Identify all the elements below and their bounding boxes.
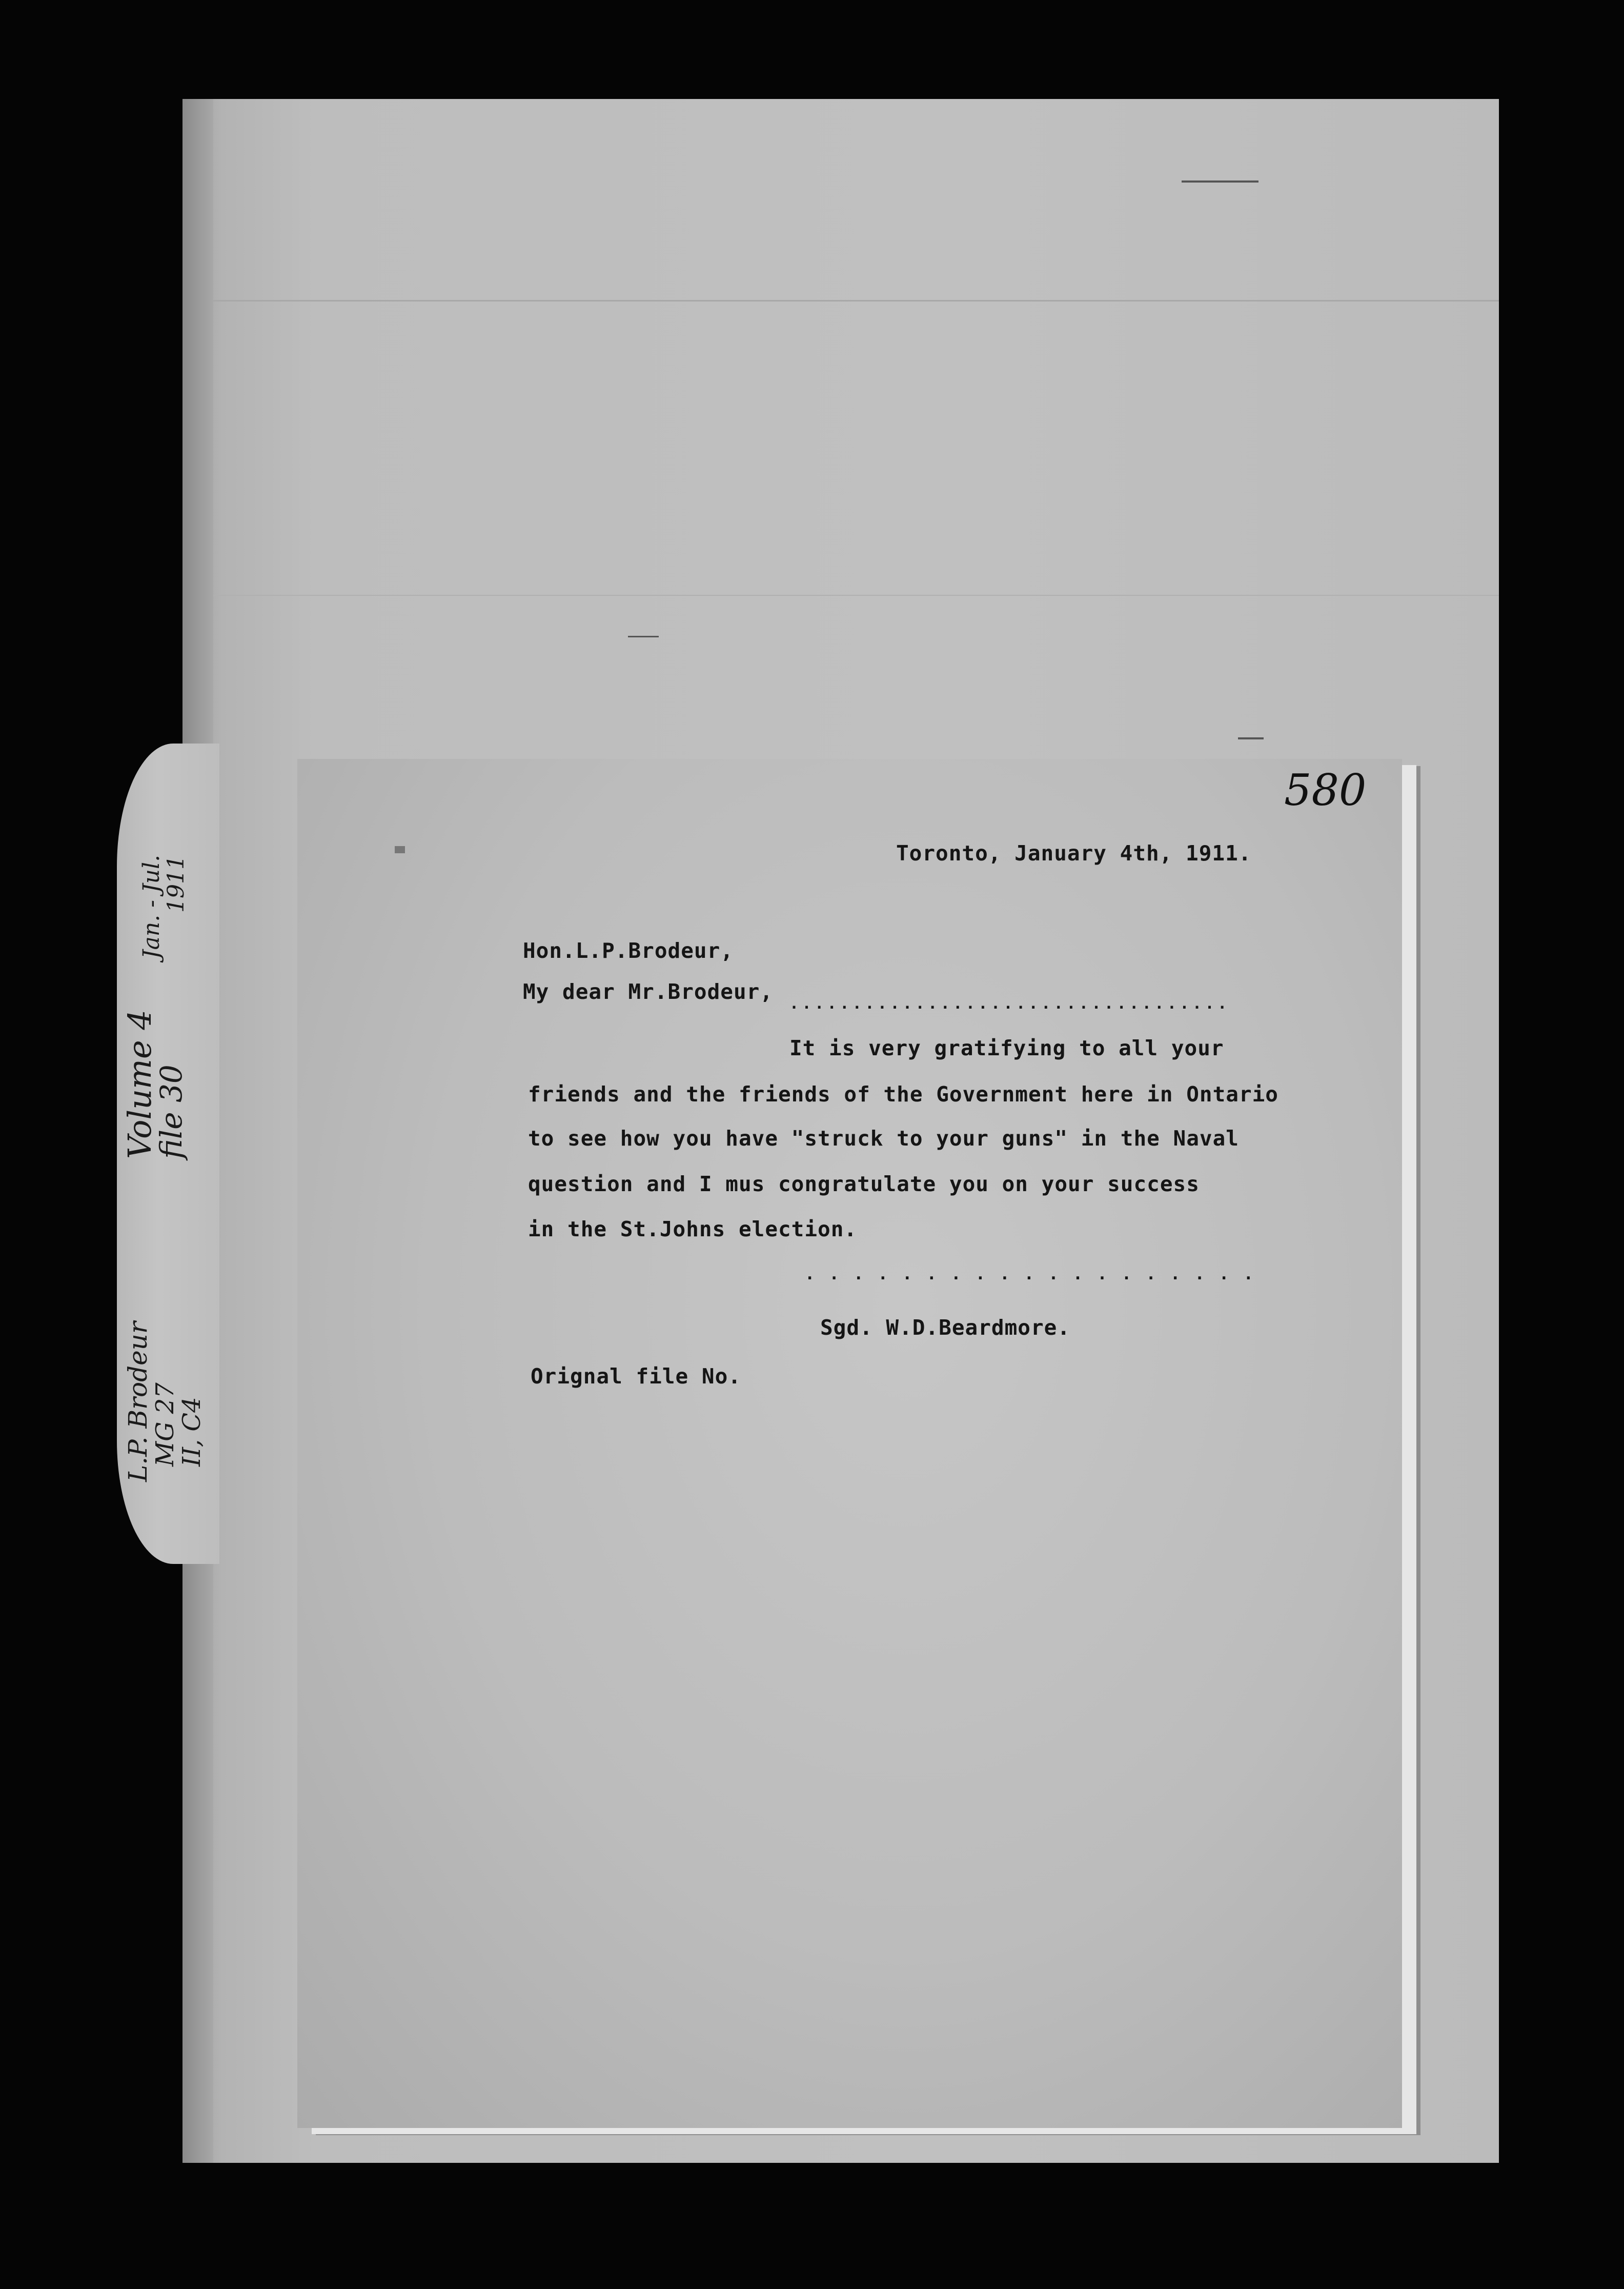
tab-note-series: II, C4 [177, 1397, 206, 1467]
body-line-3: to see how you have "struck to your guns" in the Naval [528, 1126, 1239, 1151]
body-line-1: It is very gratifying to all your [789, 1036, 1224, 1060]
page-number-handwritten: 580 [1284, 765, 1367, 815]
original-file-note: Orignal file No. [531, 1364, 741, 1389]
folder-mark [1182, 180, 1258, 183]
folder-crease [213, 595, 1499, 596]
tab-note-fonds: L.P. Brodeur [123, 1321, 153, 1482]
place-date-line: Toronto, January 4th, 1911. [896, 841, 1252, 866]
body-line-2: friends and the friends of the Government here in Ontario [528, 1082, 1278, 1107]
salutation-line: My dear Mr.Brodeur, [523, 979, 773, 1004]
body-line-5: in the St.Johns election. [528, 1217, 858, 1241]
addressee-line: Hon.L.P.Brodeur, [523, 938, 734, 963]
signature-line: Sgd. W.D.Beardmore. [820, 1315, 1070, 1340]
tab-note-year: 1911 [163, 855, 189, 913]
tab-note-file: file 30 [154, 1065, 189, 1159]
paper-speck [395, 846, 405, 853]
body-line-4: question and I mus congratulate you on your success [528, 1172, 1200, 1196]
folder-mark [1238, 737, 1264, 739]
closing-dots: . . . . . . . . . . . . . . . . . . . [805, 1264, 1256, 1283]
tab-note-dates: Jan. - Jul. [138, 854, 165, 959]
folder-mark [628, 636, 659, 637]
leader-dots: ................................... [789, 995, 1230, 1013]
tab-note-mg: MG 27 [151, 1382, 179, 1467]
letter-page [297, 759, 1402, 2128]
tab-archival-notes [117, 769, 219, 1513]
tab-note-volume: Volume 4 [121, 1010, 158, 1159]
folder-fold-line [213, 300, 1499, 302]
